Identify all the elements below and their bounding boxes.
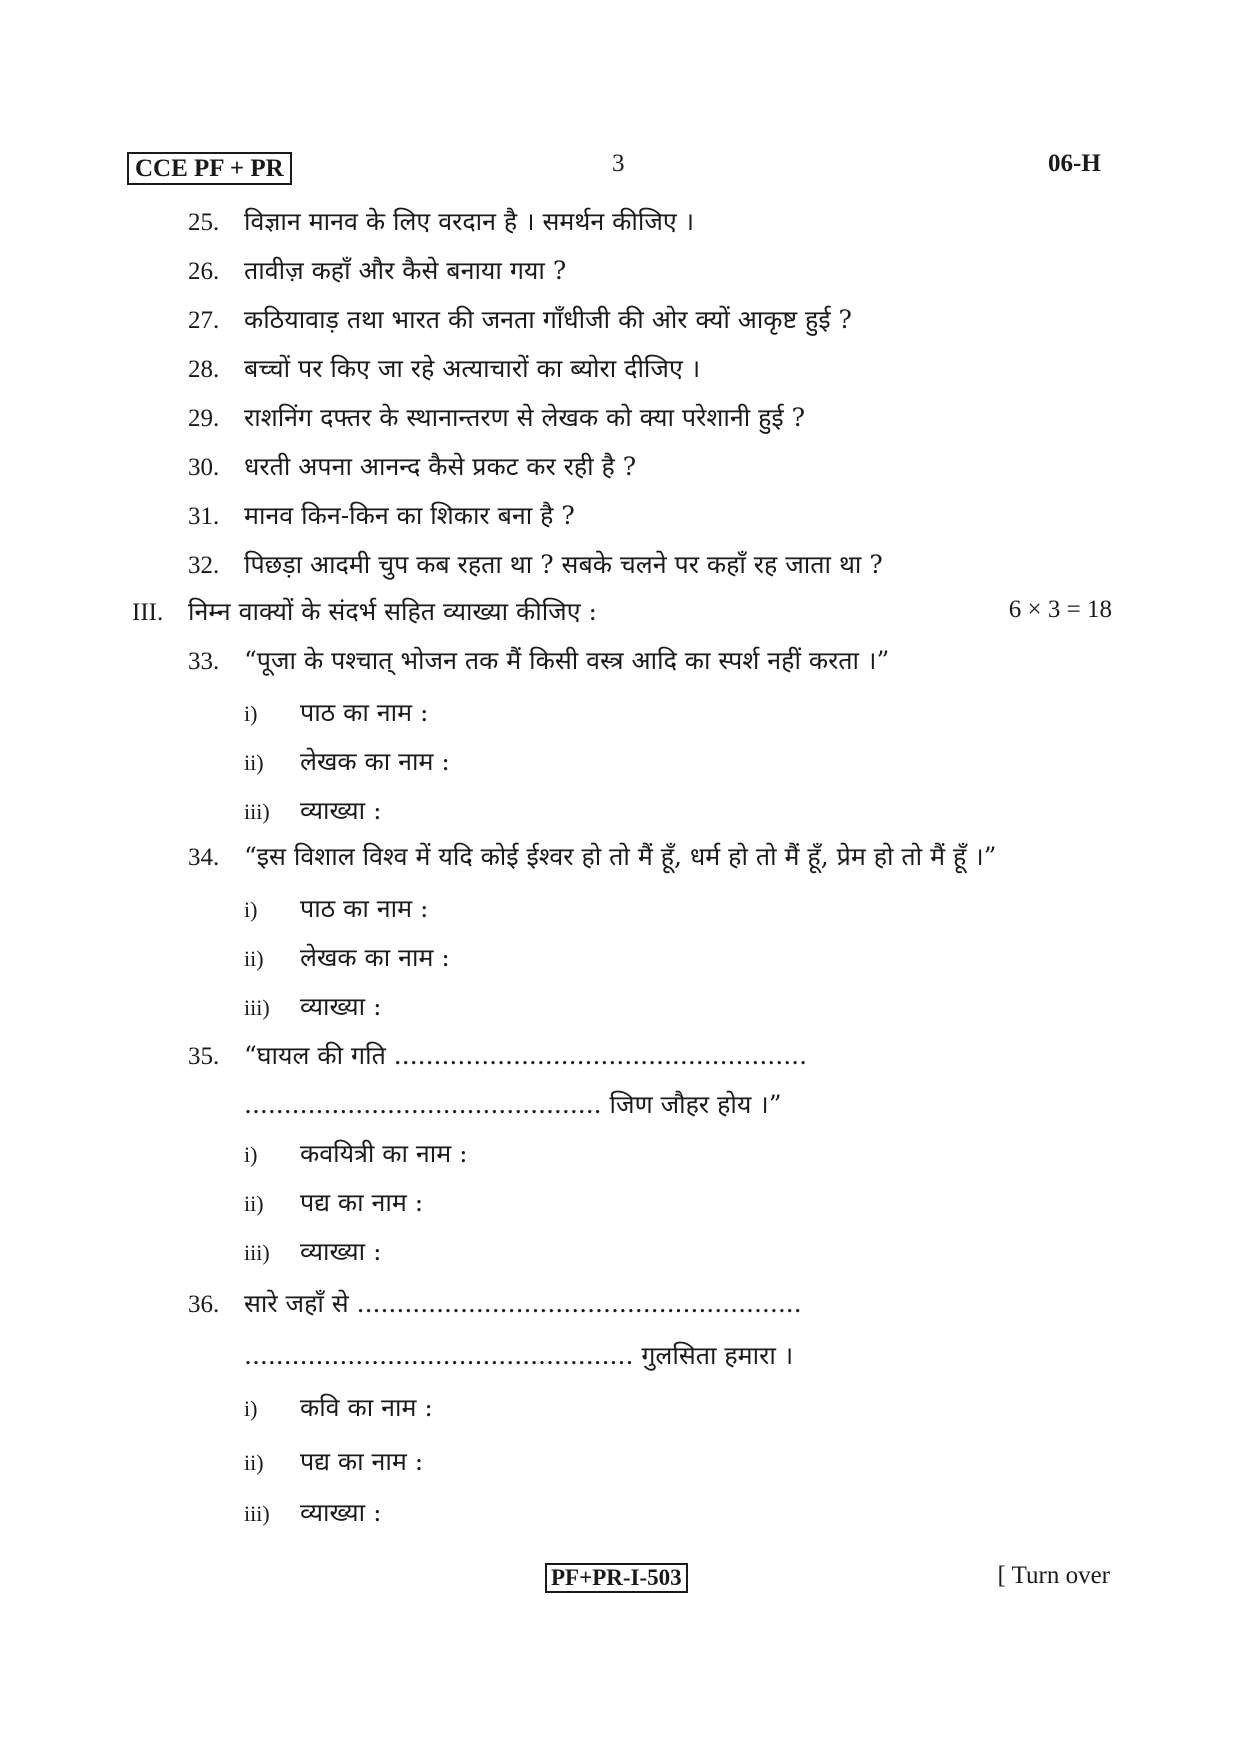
question-35 xyxy=(188,1040,807,1073)
question-33 xyxy=(188,645,889,678)
page-number: 3 xyxy=(612,150,625,177)
question-quote: “इस विशाल विश्व में यदि कोई ईश्वर हो तो मैं हूँ, धर्म हो तो मैं हूँ, प्रेम हो तो मैं हूँ ।” xyxy=(244,842,997,871)
verse-line-2: ................................................. गुलसिता हमारा । xyxy=(244,1341,794,1370)
question-text: विज्ञान मानव के लिए वरदान है । समर्थन कीजिए । xyxy=(244,207,695,236)
section-numeral: III. xyxy=(132,599,164,626)
sub-item xyxy=(244,893,428,926)
verse-line-1: “घायल की गति .................................................... xyxy=(244,1041,808,1070)
question-32 xyxy=(188,549,883,582)
sub-item-number: ii) xyxy=(244,1191,264,1216)
sub-item-text: पाठ का नाम : xyxy=(300,894,429,923)
question-text: राशनिंग दफ्तर के स्थानान्तरण से लेखक को क्या परेशानी हुई ? xyxy=(244,403,806,432)
question-29 xyxy=(188,402,805,435)
sub-item-text: पाठ का नाम : xyxy=(300,698,429,727)
sub-item-number: i) xyxy=(244,1396,258,1421)
exam-code-box: CCE PF + PR xyxy=(127,152,292,185)
sub-item-number: ii) xyxy=(244,750,264,775)
question-number: 26. xyxy=(188,258,220,285)
sub-item-text: व्याख्या : xyxy=(300,992,382,1021)
sub-item xyxy=(244,1392,433,1425)
sub-item-number: ii) xyxy=(244,946,264,971)
section-marks: 6 × 3 = 18 xyxy=(1008,596,1112,623)
sub-item xyxy=(244,1446,423,1479)
footer-code-box: PF+PR-I-503 xyxy=(545,1563,688,1593)
sub-item xyxy=(244,991,382,1024)
question-number: 35. xyxy=(188,1043,220,1070)
question-quote: “पूजा के पश्चात् भोजन तक मैं किसी वस्त्र आदि का स्पर्श नहीं करता ।” xyxy=(244,646,890,675)
sub-item xyxy=(244,942,450,975)
question-31 xyxy=(188,500,575,533)
question-number: 32. xyxy=(188,552,220,579)
sub-item-text: व्याख्या : xyxy=(300,796,382,825)
question-28 xyxy=(188,353,700,386)
sub-item xyxy=(244,1236,382,1269)
question-text: कठियावाड़ तथा भारत की जनता गाँधीजी की ओर क्यों आकृष्ट हुई ? xyxy=(244,305,852,334)
section-title: निम्न वाक्यों के संदर्भ सहित व्याख्या कीजिए : xyxy=(188,597,597,626)
sub-item xyxy=(244,746,450,779)
question-text: मानव किन-किन का शिकार बना है ? xyxy=(244,501,575,530)
sub-item-text: लेखक का नाम : xyxy=(300,943,450,972)
question-number: 31. xyxy=(188,503,220,530)
question-25 xyxy=(188,206,694,239)
question-text: पिछड़ा आदमी चुप कब रहता था ? सबके चलने पर कहाँ रह जाता था ? xyxy=(244,550,883,579)
sub-item xyxy=(244,1138,468,1171)
sub-item-number: i) xyxy=(244,897,258,922)
sub-item xyxy=(244,697,428,730)
question-34 xyxy=(188,841,996,874)
turn-over-note: [ Turn over xyxy=(997,1562,1110,1589)
paper-code: 06-H xyxy=(1048,150,1101,177)
question-27 xyxy=(188,304,852,337)
question-number: 28. xyxy=(188,356,220,383)
sub-item-text: व्याख्या : xyxy=(300,1498,382,1527)
sub-item xyxy=(244,795,382,828)
sub-item xyxy=(244,1187,423,1220)
question-30 xyxy=(188,451,636,484)
sub-item-number: i) xyxy=(244,701,258,726)
sub-item-text: लेखक का नाम : xyxy=(300,747,450,776)
section-3-heading xyxy=(132,596,597,629)
question-number: 36. xyxy=(188,1291,220,1318)
question-number: 29. xyxy=(188,405,220,432)
sub-item-text: व्याख्या : xyxy=(300,1237,382,1266)
sub-item-number: iii) xyxy=(244,799,270,824)
question-26 xyxy=(188,255,566,288)
sub-item-text: कवि का नाम : xyxy=(300,1393,433,1422)
sub-item-text: पद्य का नाम : xyxy=(300,1188,424,1217)
sub-item-number: i) xyxy=(244,1142,258,1167)
sub-item-number: iii) xyxy=(244,1240,270,1265)
question-number: 25. xyxy=(188,209,220,236)
sub-item-text: पद्य का नाम : xyxy=(300,1447,424,1476)
question-number: 33. xyxy=(188,648,220,675)
question-number: 30. xyxy=(188,454,220,481)
question-36 xyxy=(188,1288,802,1321)
question-number: 27. xyxy=(188,307,220,334)
sub-item-number: ii) xyxy=(244,1450,264,1475)
sub-item-number: iii) xyxy=(244,1501,270,1526)
question-text: बच्चों पर किए जा रहे अत्याचारों का ब्योरा दीजिए । xyxy=(244,354,701,383)
question-text: धरती अपना आनन्द कैसे प्रकट कर रही है ? xyxy=(244,452,637,481)
verse-line-1: सारे जहाँ से ........................................................ xyxy=(244,1289,802,1318)
sub-item-text: कवयित्री का नाम : xyxy=(300,1139,468,1168)
sub-item-number: iii) xyxy=(244,995,270,1020)
verse-line-2: ............................................. जिण जौहर होय ।” xyxy=(244,1090,782,1119)
question-text: तावीज़ कहाँ और कैसे बनाया गया ? xyxy=(244,256,567,285)
sub-item xyxy=(244,1497,382,1530)
question-number: 34. xyxy=(188,844,220,871)
